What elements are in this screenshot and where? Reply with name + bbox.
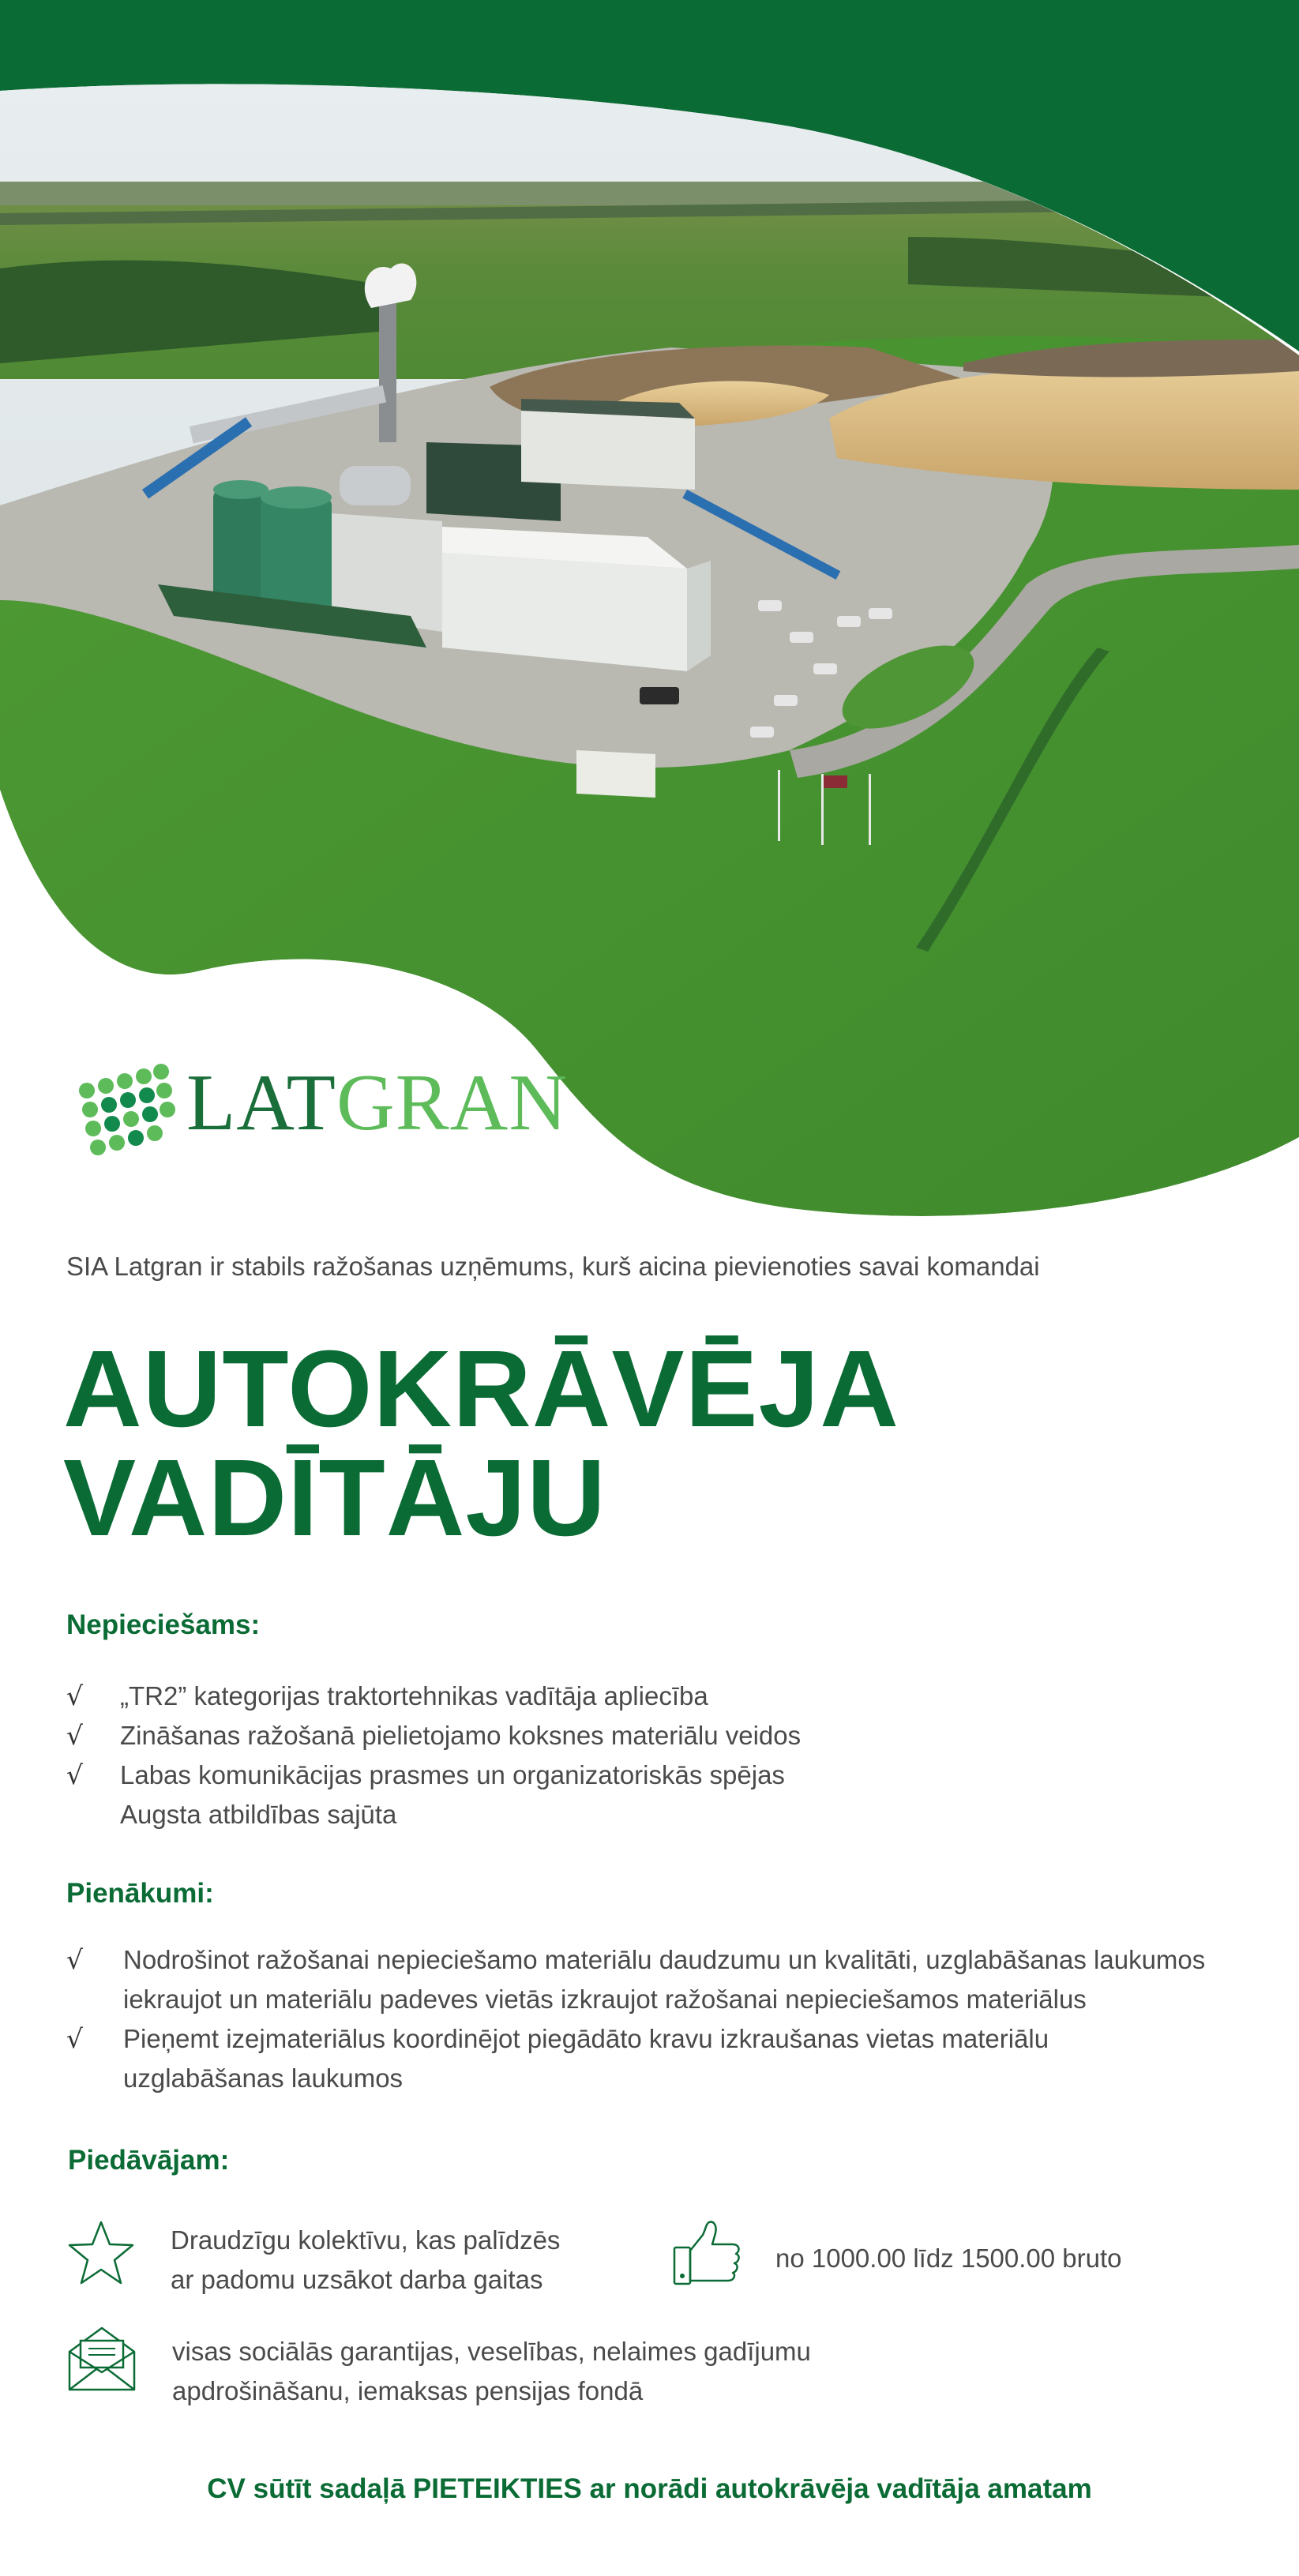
hero-aerial-photo: [0, 0, 1299, 1232]
thumbs-up-icon: [671, 2217, 742, 2289]
star-icon: [66, 2219, 136, 2287]
job-title: [63, 1328, 899, 1559]
requirements-list: [66, 1677, 801, 1834]
check-icon: √: [66, 1759, 84, 1790]
offer-heading: Piedāvājam:: [68, 2145, 230, 2176]
job-title-line-1: AUTOKRĀVĒJA: [63, 1328, 899, 1450]
offer-benefits-text: visas sociālās garantijas, veselības, nelaimes gadījumu apdrošināšanu, iemaksas pensijas fondā: [172, 2337, 811, 2405]
list-item: Augsta atbildības sajūta: [120, 1800, 397, 1829]
check-icon: √: [66, 1720, 84, 1751]
duties-list: [66, 1940, 1205, 2098]
requirements-heading: Nepieciešams:: [66, 1609, 261, 1640]
list-item: √ Pieņemt izejmateriālus koordinējot piegādāto kravu izkraušanas vietas materiālu uzglabāšanas laukumos: [66, 2019, 1205, 2098]
envelope-icon: [66, 2323, 137, 2393]
offer-salary-text: no 1000.00 līdz 1500.00 bruto: [775, 2244, 1122, 2273]
list-item: √ „TR2” kategorijas traktortehnikas vadītāja apliecība: [66, 1677, 801, 1716]
offer-team-text: Draudzīgu kolektīvu, kas palīdzēs ar padomu uzsākot darba gaitas: [171, 2225, 561, 2294]
check-icon: √: [66, 2023, 84, 2054]
check-icon: √: [66, 1680, 84, 1711]
list-item: √ Zināšanas ražošanā pielietojamo koksnes materiālu veidos: [66, 1716, 801, 1756]
intro-text: SIA Latgran ir stabils ražošanas uzņēmums, kurš aicina pievienoties savai komandai: [66, 1252, 1040, 1281]
latgran-logo-text: LATGRAN: [186, 1058, 568, 1147]
job-title-line-2: VADĪTĀJU: [63, 1437, 606, 1559]
list-item: √ Nodrošinot ražošanai nepieciešamo materiālu daudzumu un kvalitāti, uzglabāšanas laukumos iekraujot un materiālu padeves vietās izkraujot ražošanai nepieciešamos materiālus: [66, 1940, 1205, 2019]
check-icon: √: [66, 1944, 84, 1975]
duties-heading: Pienākumi:: [66, 1878, 214, 1909]
list-item: √ Labas komunikācijas prasmes un organizatoriskās spējas: [66, 1756, 801, 1795]
cta-text: CV sūtīt sadaļā PIETEIKTIES ar norādi autokrāvēja vadītāja amatam: [207, 2473, 1092, 2504]
